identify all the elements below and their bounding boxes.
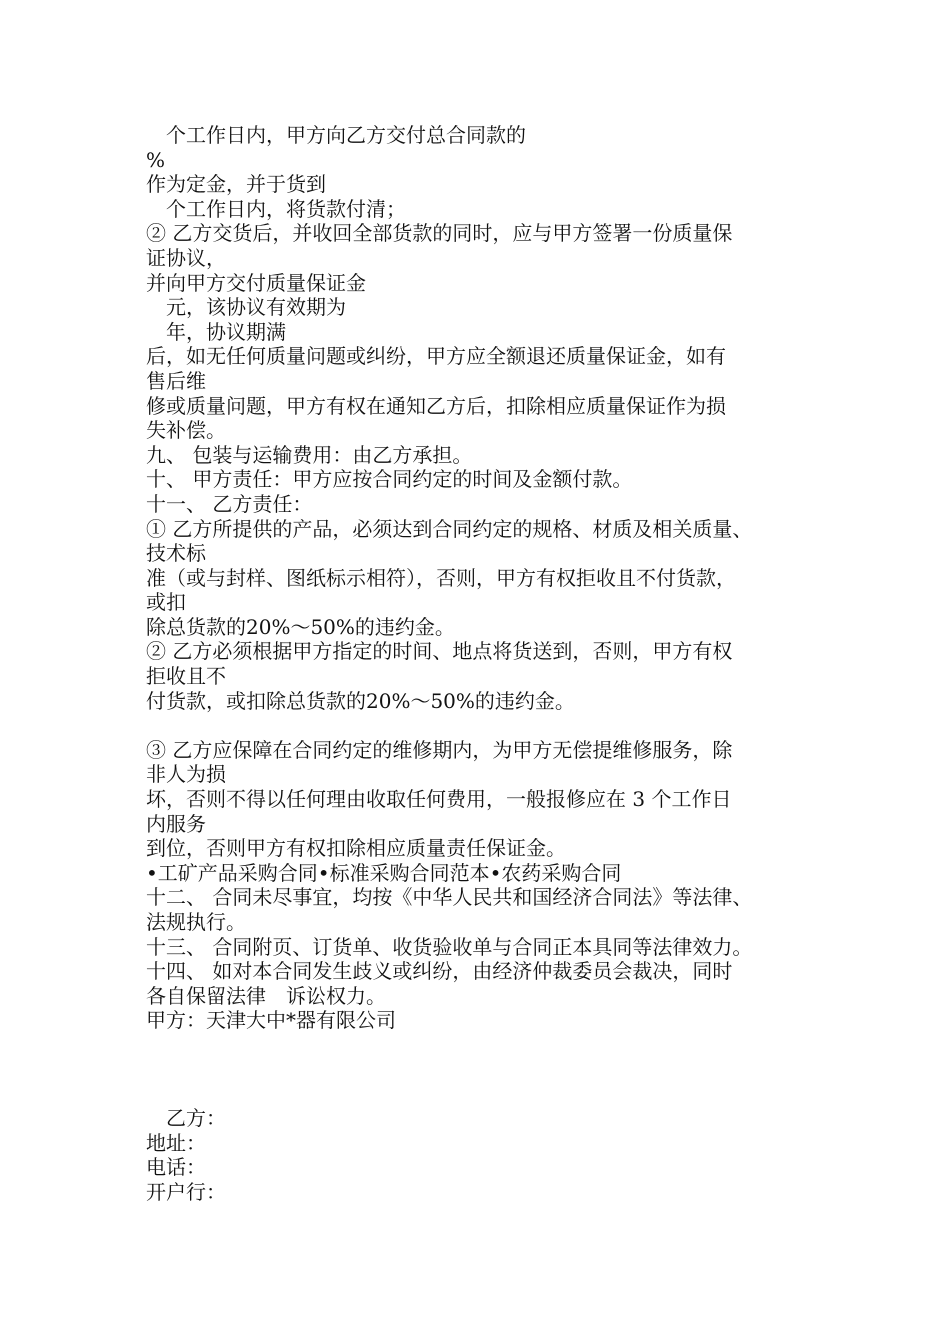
party-a-line: 甲方：天津大中*器有限公司: [146, 1008, 396, 1033]
text-line: 售后维: [146, 368, 206, 393]
text-line: 各自保留法律 诉讼权力。: [146, 983, 386, 1008]
blank-line: [146, 713, 836, 738]
text-line: %: [146, 147, 166, 172]
section-12: 十二、 合同未尽事宜，均按《中华人民共和国经济合同法》等法律、: [146, 885, 753, 910]
section-11: 十一、 乙方责任：: [146, 491, 313, 516]
section-14: 十四、 如对本合同发生歧义或纠纷，由经济仲裁委员会裁决，同时: [146, 959, 733, 984]
section-9: 九、 包装与运输费用：由乙方承担。: [146, 442, 473, 467]
text-line: ② 乙方交货后，并收回全部货款的同时，应与甲方签署一份质量保: [146, 221, 733, 246]
text-line: ① 乙方所提供的产品，必须达到合同约定的规格、材质及相关质量、: [146, 516, 753, 541]
contract-text: [146, 123, 836, 1204]
text-line: 坏，否则不得以任何理由收取任何费用，一般报修应在 3 个工作日: [146, 787, 732, 812]
text-line: 年，协议期满: [146, 319, 286, 344]
text-line: 元，该协议有效期为: [146, 295, 346, 320]
signature-spacer: [146, 1033, 836, 1106]
text-line: 拒收且不: [146, 664, 226, 689]
text-line: 并向甲方交付质量保证金: [146, 270, 366, 295]
text-line: ③ 乙方应保障在合同约定的维修期内，为甲方无偿提维修服务，除: [146, 737, 733, 762]
phone-label: 电话：: [146, 1155, 206, 1180]
text-line: 准（或与封样、图纸标示相符），否则，甲方有权拒收且不付货款，: [146, 565, 736, 590]
text-line: 个工作日内，将货款付清；: [146, 196, 406, 221]
text-line: 技术标: [146, 541, 206, 566]
section-10: 十、 甲方责任：甲方应按合同约定的时间及金额付款。: [146, 467, 633, 492]
text-line: 付货款，或扣除总货款的20%～50%的违约金。: [146, 688, 575, 713]
related-links-line: •工矿产品采购合同•标准采购合同范本•农药采购合同: [146, 860, 622, 885]
text-line: 除总货款的20%～50%的违约金。: [146, 614, 455, 639]
address-label: 地址：: [146, 1130, 206, 1155]
bank-label: 开户行：: [146, 1179, 226, 1204]
section-13: 十三、 合同附页、订货单、收货验收单与合同正本具同等法律效力。: [146, 934, 753, 959]
text-line: 后，如无任何质量问题或纠纷，甲方应全额退还质量保证金，如有: [146, 344, 726, 369]
text-line: 修或质量问题，甲方有权在通知乙方后，扣除相应质量保证作为损: [146, 393, 726, 418]
text-line: 或扣: [146, 590, 186, 615]
text-line: 内服务: [146, 811, 206, 836]
text-line: 作为定金，并于货到: [146, 172, 326, 197]
party-b-label: 乙方：: [146, 1105, 226, 1130]
text-line: 法规执行。: [146, 910, 246, 934]
text-line: 失补偿。: [146, 418, 226, 443]
text-line: 非人为损: [146, 762, 226, 787]
text-line: 到位，否则甲方有权扣除相应质量责任保证金。: [146, 836, 566, 861]
text-line: 个工作日内，甲方向乙方交付总合同款的: [146, 123, 526, 147]
text-line: ② 乙方必须根据甲方指定的时间、地点将货送到，否则，甲方有权: [146, 639, 733, 664]
text-line: 证协议，: [146, 245, 226, 270]
